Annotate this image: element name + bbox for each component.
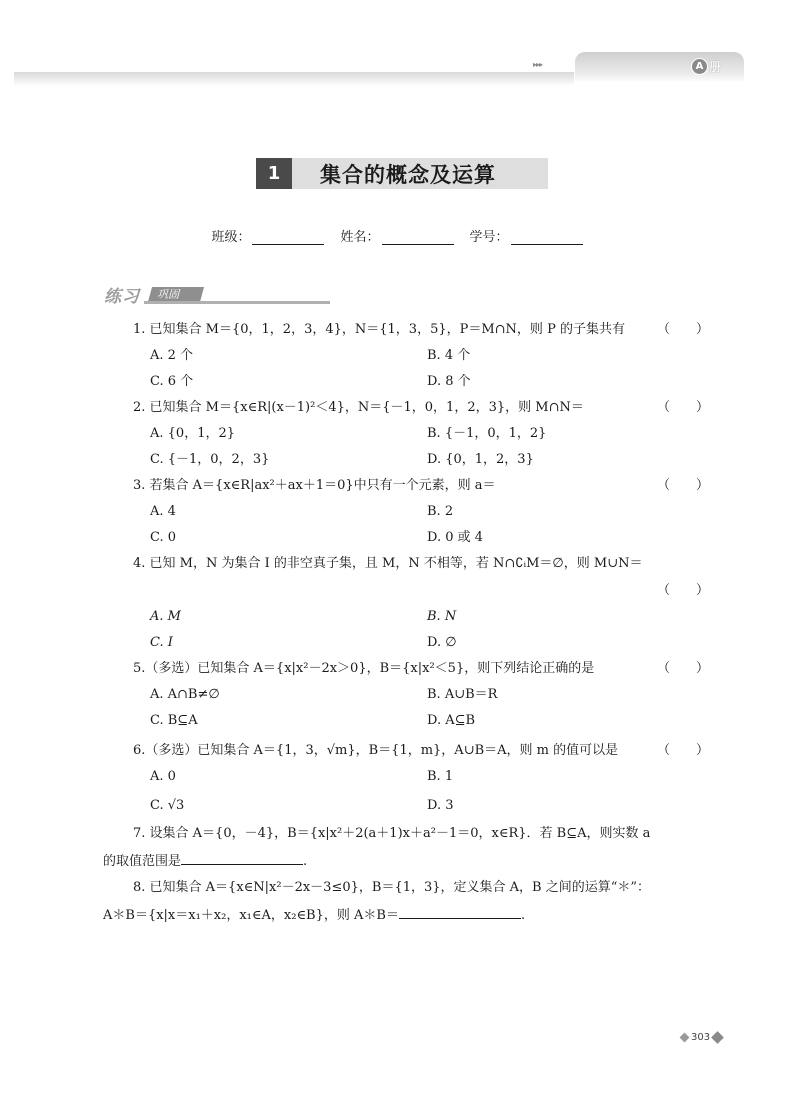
class-blank[interactable]: [252, 230, 324, 245]
book-badge: [691, 56, 731, 76]
name-blank[interactable]: [382, 230, 454, 245]
q5-stem: 5.（多选）已知集合 A＝{x|x²－2x＞0}，B＝{x|x²＜5}，则下列结论正确的是: [133, 661, 595, 676]
q1-option-d: D. 8 个: [427, 374, 471, 389]
book-letter-circle: A: [691, 58, 708, 75]
section-underline: [144, 301, 330, 304]
q1-option-c: C. 6 个: [150, 374, 194, 389]
id-blank[interactable]: [511, 230, 583, 245]
q2-option-b: B. {－1，0，1，2}: [427, 426, 547, 441]
q4-stem: 4. 已知 M，N 为集合 I 的非空真子集，且 M，N 不相等，若 N∩∁ᵢM＝∅，则 M∪N＝: [133, 556, 643, 571]
q7-end: .: [303, 854, 308, 869]
q4-answer-paren[interactable]: （ ）: [657, 583, 710, 598]
q1-stem: 1. 已知集合 M＝{0，1，2，3，4}，N＝{1，3，5}，P＝M∩N，则 P 的子集共有: [133, 322, 625, 337]
id-field[interactable]: [470, 226, 583, 245]
q4-option-b: B. N: [427, 609, 457, 624]
q6-option-d: D. 3: [427, 798, 454, 813]
q4-option-d: D. ∅: [427, 635, 457, 650]
section-title: 练习: [104, 287, 140, 307]
q6-stem: 6.（多选）已知集合 A＝{1，3，√m}，B＝{1，m}，A∪B＝A，则 m 的值可以是: [133, 743, 619, 758]
q1-option-a: A. 2 个: [150, 348, 194, 363]
student-info-row: [0, 226, 794, 245]
id-label: 学号：: [469, 230, 509, 245]
name-label: 姓名：: [340, 230, 380, 245]
q6-option-a: A. 0: [150, 769, 176, 784]
lesson-title: 集合的概念及运算: [320, 162, 496, 187]
diamond-icon: [711, 1031, 724, 1044]
q6-option-c: C. √3: [150, 798, 185, 813]
header-band: [14, 72, 574, 86]
q2-stem: 2. 已知集合 M＝{x∈R|(x－1)²＜4}，N＝{－1，0，1，2，3}，则 M∩N＝: [133, 400, 584, 415]
q1-answer-paren[interactable]: （ ）: [657, 322, 710, 337]
page-number-block: [678, 1032, 725, 1043]
q6-option-b: B. 1: [427, 769, 454, 784]
lesson-number: 1: [256, 158, 292, 189]
section-subtitle: 巩固: [148, 287, 204, 302]
q8-end: .: [520, 908, 526, 923]
q8-prompt: A＊B＝{x|x＝x₁＋x₂，x₁∈A，x₂∈B}，则 A＊B＝: [103, 908, 399, 923]
q8-answer-blank[interactable]: [399, 905, 521, 919]
q5-option-c: C. B⊆A: [150, 713, 198, 728]
q4-option-c: C. I: [150, 635, 173, 650]
arrows-icon: ▸▸▸: [533, 60, 543, 69]
q7-line2: [103, 851, 307, 871]
class-label: 班级：: [211, 230, 251, 245]
q3-option-d: D. 0 或 4: [427, 530, 484, 545]
q2-answer-paren[interactable]: （ ）: [657, 400, 710, 415]
q7-prompt: 的取值范围是: [103, 854, 182, 869]
q7-answer-blank[interactable]: [181, 851, 303, 865]
q8-line1: 8. 已知集合 A＝{x∈N|x²－2x－3≤0}，B＝{1，3}，定义集合 A，B 之间的运算“＊”：: [133, 880, 651, 895]
q7-line1: 7. 设集合 A＝{0，－4}，B＝{x|x²＋2(a＋1)x＋a²－1＝0，x∈R}．若 B⊆A，则实数 a: [133, 826, 651, 841]
q3-option-b: B. 2: [427, 504, 454, 519]
q2-option-c: C. {－1，0，2，3}: [150, 452, 270, 467]
q5-option-a: A. A∩B≠∅: [150, 687, 220, 702]
q4-option-a: A. M: [150, 609, 181, 624]
section-heading: [104, 282, 228, 307]
q2-option-a: A. {0，1，2}: [150, 426, 236, 441]
q3-answer-paren[interactable]: （ ）: [657, 478, 710, 493]
page-number: 303: [691, 1032, 711, 1043]
q5-option-d: D. A⊆B: [427, 713, 476, 728]
q6-answer-paren[interactable]: （ ）: [657, 743, 710, 758]
lesson-title-box: [256, 158, 548, 189]
q3-option-a: A. 4: [150, 504, 176, 519]
q8-line2: [103, 905, 525, 925]
q3-option-c: C. 0: [150, 530, 177, 545]
diamond-icon: [680, 1033, 690, 1043]
q2-option-d: D. {0，1，2，3}: [427, 452, 534, 467]
q3-stem: 3. 若集合 A＝{x∈R|ax²＋ax＋1＝0}中只有一个元素，则 a＝: [133, 478, 496, 493]
name-field[interactable]: [340, 226, 453, 245]
q5-option-b: B. A∪B＝R: [427, 687, 498, 702]
class-field[interactable]: [211, 226, 324, 245]
q1-option-b: B. 4 个: [427, 348, 471, 363]
book-volume: 册: [709, 59, 722, 74]
q5-answer-paren[interactable]: （ ）: [657, 661, 710, 676]
